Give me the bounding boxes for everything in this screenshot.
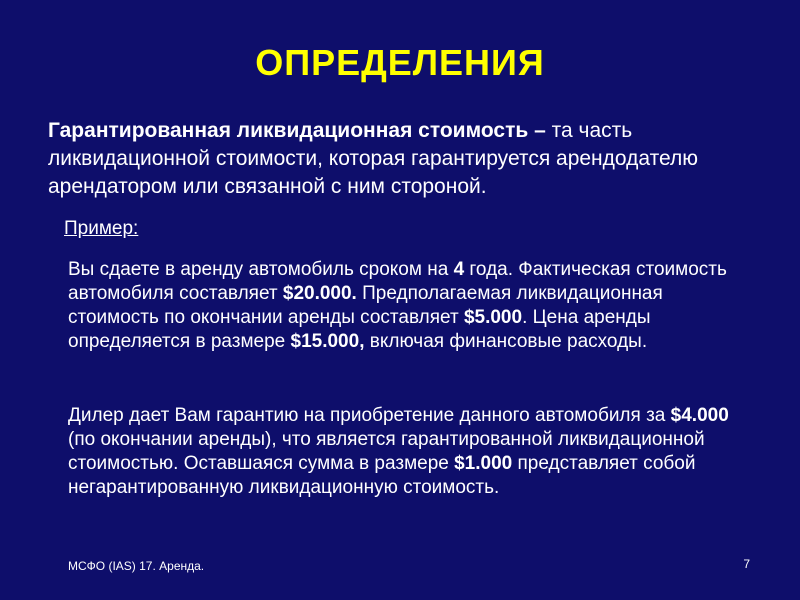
slide-footer: МСФО (IAS) 17. Аренда. — [68, 559, 205, 573]
p1-bold-1: 4 — [453, 259, 465, 280]
definition-text: та часть ликвидационной стоимости, которая гарантируется арендодателю арендатором или связанной с ним стороной. — [48, 119, 698, 198]
p1-bold-4: $15.000, — [290, 331, 365, 352]
p1-text-1: Вы сдаете в аренду автомобиль сроком на — [68, 259, 454, 280]
p1-bold-3: $5.000 — [463, 307, 523, 328]
p2-bold-2: $1.000 — [454, 453, 513, 474]
definition-paragraph — [48, 117, 768, 201]
example-label-text: Пример: — [64, 218, 139, 239]
definition-term: Гарантированная ликвидационная стоимость – — [48, 119, 546, 142]
example-paragraph-1 — [68, 258, 758, 354]
example-label — [48, 218, 138, 240]
page-number: 7 — [743, 557, 750, 571]
p1-text-5: включая финансовые расходы. — [364, 331, 648, 352]
p1-text-3: Предполагаемая ликвидационная стоимость по окончании аренды составляет — [68, 283, 663, 328]
p2-bold-1: $4.000 — [670, 405, 729, 426]
slide-title: ОПРЕДЕЛЕНИЯ — [255, 42, 545, 83]
example-paragraph-2 — [68, 404, 758, 500]
p1-text-4: . Цена аренды определяется в размере — [68, 307, 651, 352]
p2-text-3: представляет собой негарантированную ликвидационную стоимость. — [68, 453, 696, 498]
p1-text-2: года. Фактическая стоимость автомобиля составляет — [68, 259, 727, 304]
p2-text-1: Дилер дает Вам гарантию на приобретение данного автомобиля за — [68, 405, 671, 426]
p1-bold-2: $20.000. — [282, 283, 357, 304]
p2-text-2: (по окончании аренды), что является гарантированной ликвидационной стоимостью. Оставшаяся сумма в размере — [68, 429, 705, 474]
